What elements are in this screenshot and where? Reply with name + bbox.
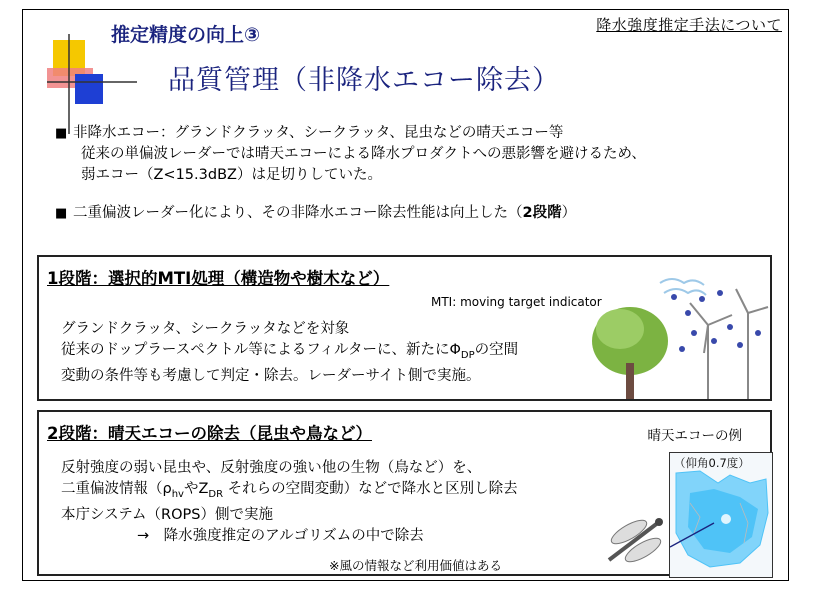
stage1-body — [61, 319, 518, 387]
bullet-continuation: 弱エコー（Z<15.3dBZ）は足切りしていた。 — [81, 167, 382, 183]
bullet-continuation: 従来の単偏波レーダーでは晴天エコーによる降水プロダクトへの悪影響を避けるため、 — [81, 146, 646, 162]
bullet-list — [55, 123, 646, 224]
stage1-line: 変動の条件等も考慮して判定・除去。レーダーサイト側で実施。 — [61, 367, 481, 384]
clear-air-echo-label: 晴天エコーの例 — [647, 428, 742, 444]
dragonfly-icon — [599, 510, 669, 568]
tree-and-windmill-illustration — [590, 263, 770, 399]
bullet-text: 二重偏波レーダー化により、その非降水エコー除去性能は向上した（2段階） — [73, 205, 577, 221]
stage1-heading: 1段階：選択的MTI処理（構造物や樹木など） — [47, 269, 390, 288]
bullet-item-nonprecip — [55, 123, 646, 144]
footnote: ※風の情報など利用価値はある — [329, 558, 502, 573]
stage2-body — [61, 458, 518, 547]
bullet-text: 非降水エコー：グランドクラッタ、シークラッタ、昆虫などの晴天エコー等 — [73, 125, 564, 141]
slide-subtitle: 推定精度の向上③ — [111, 24, 261, 46]
slide — [22, 9, 789, 581]
slide-title: 品質管理（非降水エコー除去） — [168, 65, 560, 96]
stage2-heading: 2段階：晴天エコーの除去（昆虫や鳥など） — [47, 424, 372, 443]
square-bullet-icon: ■ — [55, 206, 68, 221]
elevation-angle-label: （仰角0.7度） — [674, 456, 750, 470]
stage1-line: グランドクラッタ、シークラッタなどを対象 — [61, 321, 350, 337]
stage1-box — [37, 255, 772, 401]
stage2-line: 反射強度の弱い昆虫や、反射強度の強い他の生物（鳥など）を、 — [61, 460, 482, 476]
stage1-line: 従来のドップラースペクトル等によるフィルターに、新たに$\Phi_{DP}$の空間 — [61, 342, 519, 361]
stage2-line: 本庁システム（ROPS）側で実施 — [61, 506, 273, 523]
stage2-box — [37, 410, 772, 576]
stage2-line: 二重偏波情報（$\rho_{hv}$や$Z_{DR}$ それらの空間変動）などで降水と区別し除去 — [61, 481, 518, 500]
title-decoration-graphic — [47, 34, 137, 134]
mti-definition: MTI: moving target indicator — [431, 295, 602, 309]
section-topic-label: 降水強度推定手法について — [596, 16, 782, 34]
square-bullet-icon: ■ — [55, 126, 68, 141]
bullet-item-dual-pol — [55, 203, 646, 224]
stage2-line: → 降水強度推定のアルゴリズムの中で除去 — [137, 527, 424, 544]
radar-echo-example-map — [669, 452, 773, 578]
